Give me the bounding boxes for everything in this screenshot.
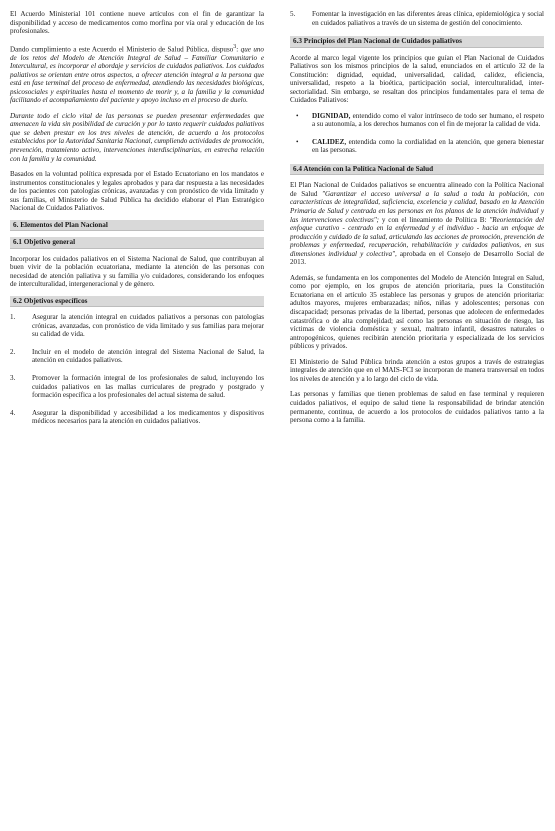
list-item: • CALIDEZ, entendida como la cordialidad en la atención, que genera bienestar en las personas. — [296, 137, 544, 155]
section-heading-6: 6. Elementos del Plan Nacional — [10, 220, 264, 231]
section-heading-6-2: 6.2 Objetivos específicos — [10, 296, 264, 307]
bullet-icon: • — [296, 111, 299, 120]
paragraph-voluntad-politica: Basados en la voluntad política expresada por el Estado Ecuatoriano en los mandatos e instrumentos constitucionales y legales aprobados y para dar respuesta a las necesidades de los pacientes con patologías crónicas, avanzadas y con pronóstico de vida limitado y sus familias, el Ministerio de Salud Pública ha decidido elaborar el Plan Estratégico Nacional de Cuidados Paliativos. — [10, 170, 264, 213]
paragraph-acuerdo: El Acuerdo Ministerial 101 contiene nueve artículos con el fin de garantizar la disponibilidad y acceso de medicamentos como morfina por vía oral y educación de los profesionales. — [10, 10, 264, 36]
list-item: • DIGNIDAD, entendido como el valor intrínseco de todo ser humano, el respeto a su autonomía, a los derechos humanos con el fin de mejorar la calidad de vida. — [296, 111, 544, 129]
specific-goals-list — [10, 313, 264, 425]
quote-mais: que uno de los retos del Modelo de Atención Integral de Salud – Familiar Comunitario e Intercultural, es incorporar el abordaje y servicios de cuidados paliativos. Los cuidados paliativos se orientan entre otros aspectos, a ofrecer atención integral a la persona que está en fase terminal del proceso de enfermedad, atendiendo las necesidades biológicas, psicosociales y espirituales hasta el momento de morir y, a la familia y la comunidad facilitando el acompañamiento del paciente y apoyo incluso en el proceso de duelo. — [10, 45, 264, 105]
bullet-icon: • — [296, 137, 299, 146]
left-column — [10, 10, 264, 435]
right-column — [290, 10, 544, 432]
list-item: 5. Fomentar la investigación en las diferentes áreas clínica, epidemiológica y social en cuidados paliativos a través de un sistema de gestión del conocimiento. — [290, 10, 544, 27]
section-heading-6-1: 6.1 Objetivo general — [10, 237, 264, 248]
paragraph-grupos-prioritarios: Además, se fundamenta en los componentes del Modelo de Atención Integral en Salud, como por ejemplo, en los grupos de atención prioritaria, pues la Constitución Ecuatoriana en el artículo 35 establece las personas y grupos de atención prioritaria: adultos mayores, mujeres embarazadas; niños, niñas y adolescentes; personas con discapacidad; personas privadas de la libertad, personas que adolecen de enfermedades catastrófica o de alta complejidad; así como las personas en situación de riesgo, las víctimas de violencia doméstica y sexual, maltrato infantil, desastres naturales o antropogénicos, quienes recibirán atención prioritaria y especializada de los servicios públicos y privados. — [290, 273, 544, 351]
paragraph-principios: Acorde al marco legal vigente los principios que guían el Plan Nacional de Cuidados Paliativos son los mismos principios de la salud, enunciados en el artículo 32 de la Constitución: dignidad, equidad, universalidad, calidad, calidez, eficiencia, universalidad, respeto a la bioética, participación social, interculturalidad, inter-sectorialidad. Sin embargo, se resaltan dos principios fundamentales para el tema de Cuidados Paliativos: — [290, 53, 544, 105]
paragraph-objetivo-general: Incorporar los cuidados paliativos en el Sistema Nacional de Salud, que contribuyan al buen vivir de la población ecuatoriana, mediante la atención de las personas con necesidad de atención paliativa y su familia y/o cuidadores, considerando los enfoques de interculturalidad, intergeneracional y de género. — [10, 254, 264, 289]
list-item: 2. Incluir en el modelo de atención integral del Sistema Nacional de Salud, la atención en cuidados paliativos. — [10, 347, 264, 365]
list-item: 3. Promover la formación integral de los profesionales de salud, incluyendo los cuidados paliativos en las mallas curriculares de pregrado y postgrado y formación específica a los profesionales del actual sistema de salud. — [10, 373, 264, 400]
section-heading-6-3: 6.3 Principios del Plan Nacional de Cuidados paliativos — [290, 36, 544, 47]
paragraph-fase-terminal: Las personas y familias que tienen problemas de salud en fase terminal y requieren cuidados paliativos, el equipo de salud tiene la responsabilidad de brindar atención permanente, continua, de acuerdo a los protocolos de cuidados paliativos tanto a la persona como a la familia. — [290, 390, 544, 425]
section-heading-6-4: 6.4 Atención con la Política Nacional de Salud — [290, 164, 544, 175]
paragraph-ciclo-vital: Durante todo el ciclo vital de las personas se pueden presentar enfermedades que amenacen la vida sin posibilidad de curación y por lo tanto requerir cuidados paliativos que se deben prestar en los tres niveles de atención, de acuerdo a los protocolos establecidos por la Autoridad Sanitaria Nacional, cumpliendo actividades de promoción, prevención, tratamiento activo, intervenciones interdisciplinarias, en estrecha relación con la familia y la comunidad. — [10, 111, 264, 163]
paragraph-politica-nacional: El Plan Nacional de Cuidados paliativos se encuentra alineado con la Política Nacional de Salud "Garantizar el acceso universal a la salud a toda la población, con características de integralidad, suficiencia, excelencia y calidad, basado en la Atención Primaria de Salud y centrada en las personas en los planos de la atención individual y las intervenciones colectivas"; y con el lineamiento de Política B: "Reorientación del enfoque curativo - centrado en la enfermedad y el individuo - hacia un enfoque de producción y cuidado de la salud, articulando las acciones de promoción, prevención de problemas y enfermedad, recuperación, rehabilitación y cuidados paliativos, en sus dimensiones individual y colectiva", aprobada en el Consejo de Desarrollo Social de 2013. — [290, 181, 545, 267]
paragraph-msp-dispuso: Dando cumplimiento a este Acuerdo el Ministerio de Salud Pública, dispuso$^3$: que uno de los retos del Modelo de Atención Integral de Salud – Familiar Comunitario e Intercultural, es incorporar el abordaje y servicios de cuidados paliativos. Los cuidados paliativos se orientan entre otros aspectos, a ofrecer atención integral a la persona que está en fase terminal del proceso de enfermedad, atendiendo las necesidades biológicas, psicosociales y espirituales hasta el momento de morir y, a la familia y la comunidad facilitando el acompañamiento del paciente y apoyo incluso en el proceso de duelo. — [10, 43, 264, 105]
paragraph-msp-estrategias: El Ministerio de Salud Pública brinda atención a estos grupos a través de estrategias integrales de atención que en el MAIS-FCI se incorporan de manera transversal en todos los niveles de atención y a lo largo del ciclo de vida. — [290, 357, 544, 383]
principles-list — [290, 112, 544, 155]
specific-goals-list-continued — [290, 10, 544, 27]
list-item: 4. Asegurar la disponibilidad y accesibilidad a los medicamentos y dispositivos médicos necesarios para la atención en cuidados paliativos. — [10, 408, 264, 426]
list-item: 1. Asegurar la atención integral en cuidados paliativos a personas con patologías crónicas, avanzadas, con pronóstico de vida limitado y sus familias para mejorar su calidad de vida. — [10, 313, 264, 339]
